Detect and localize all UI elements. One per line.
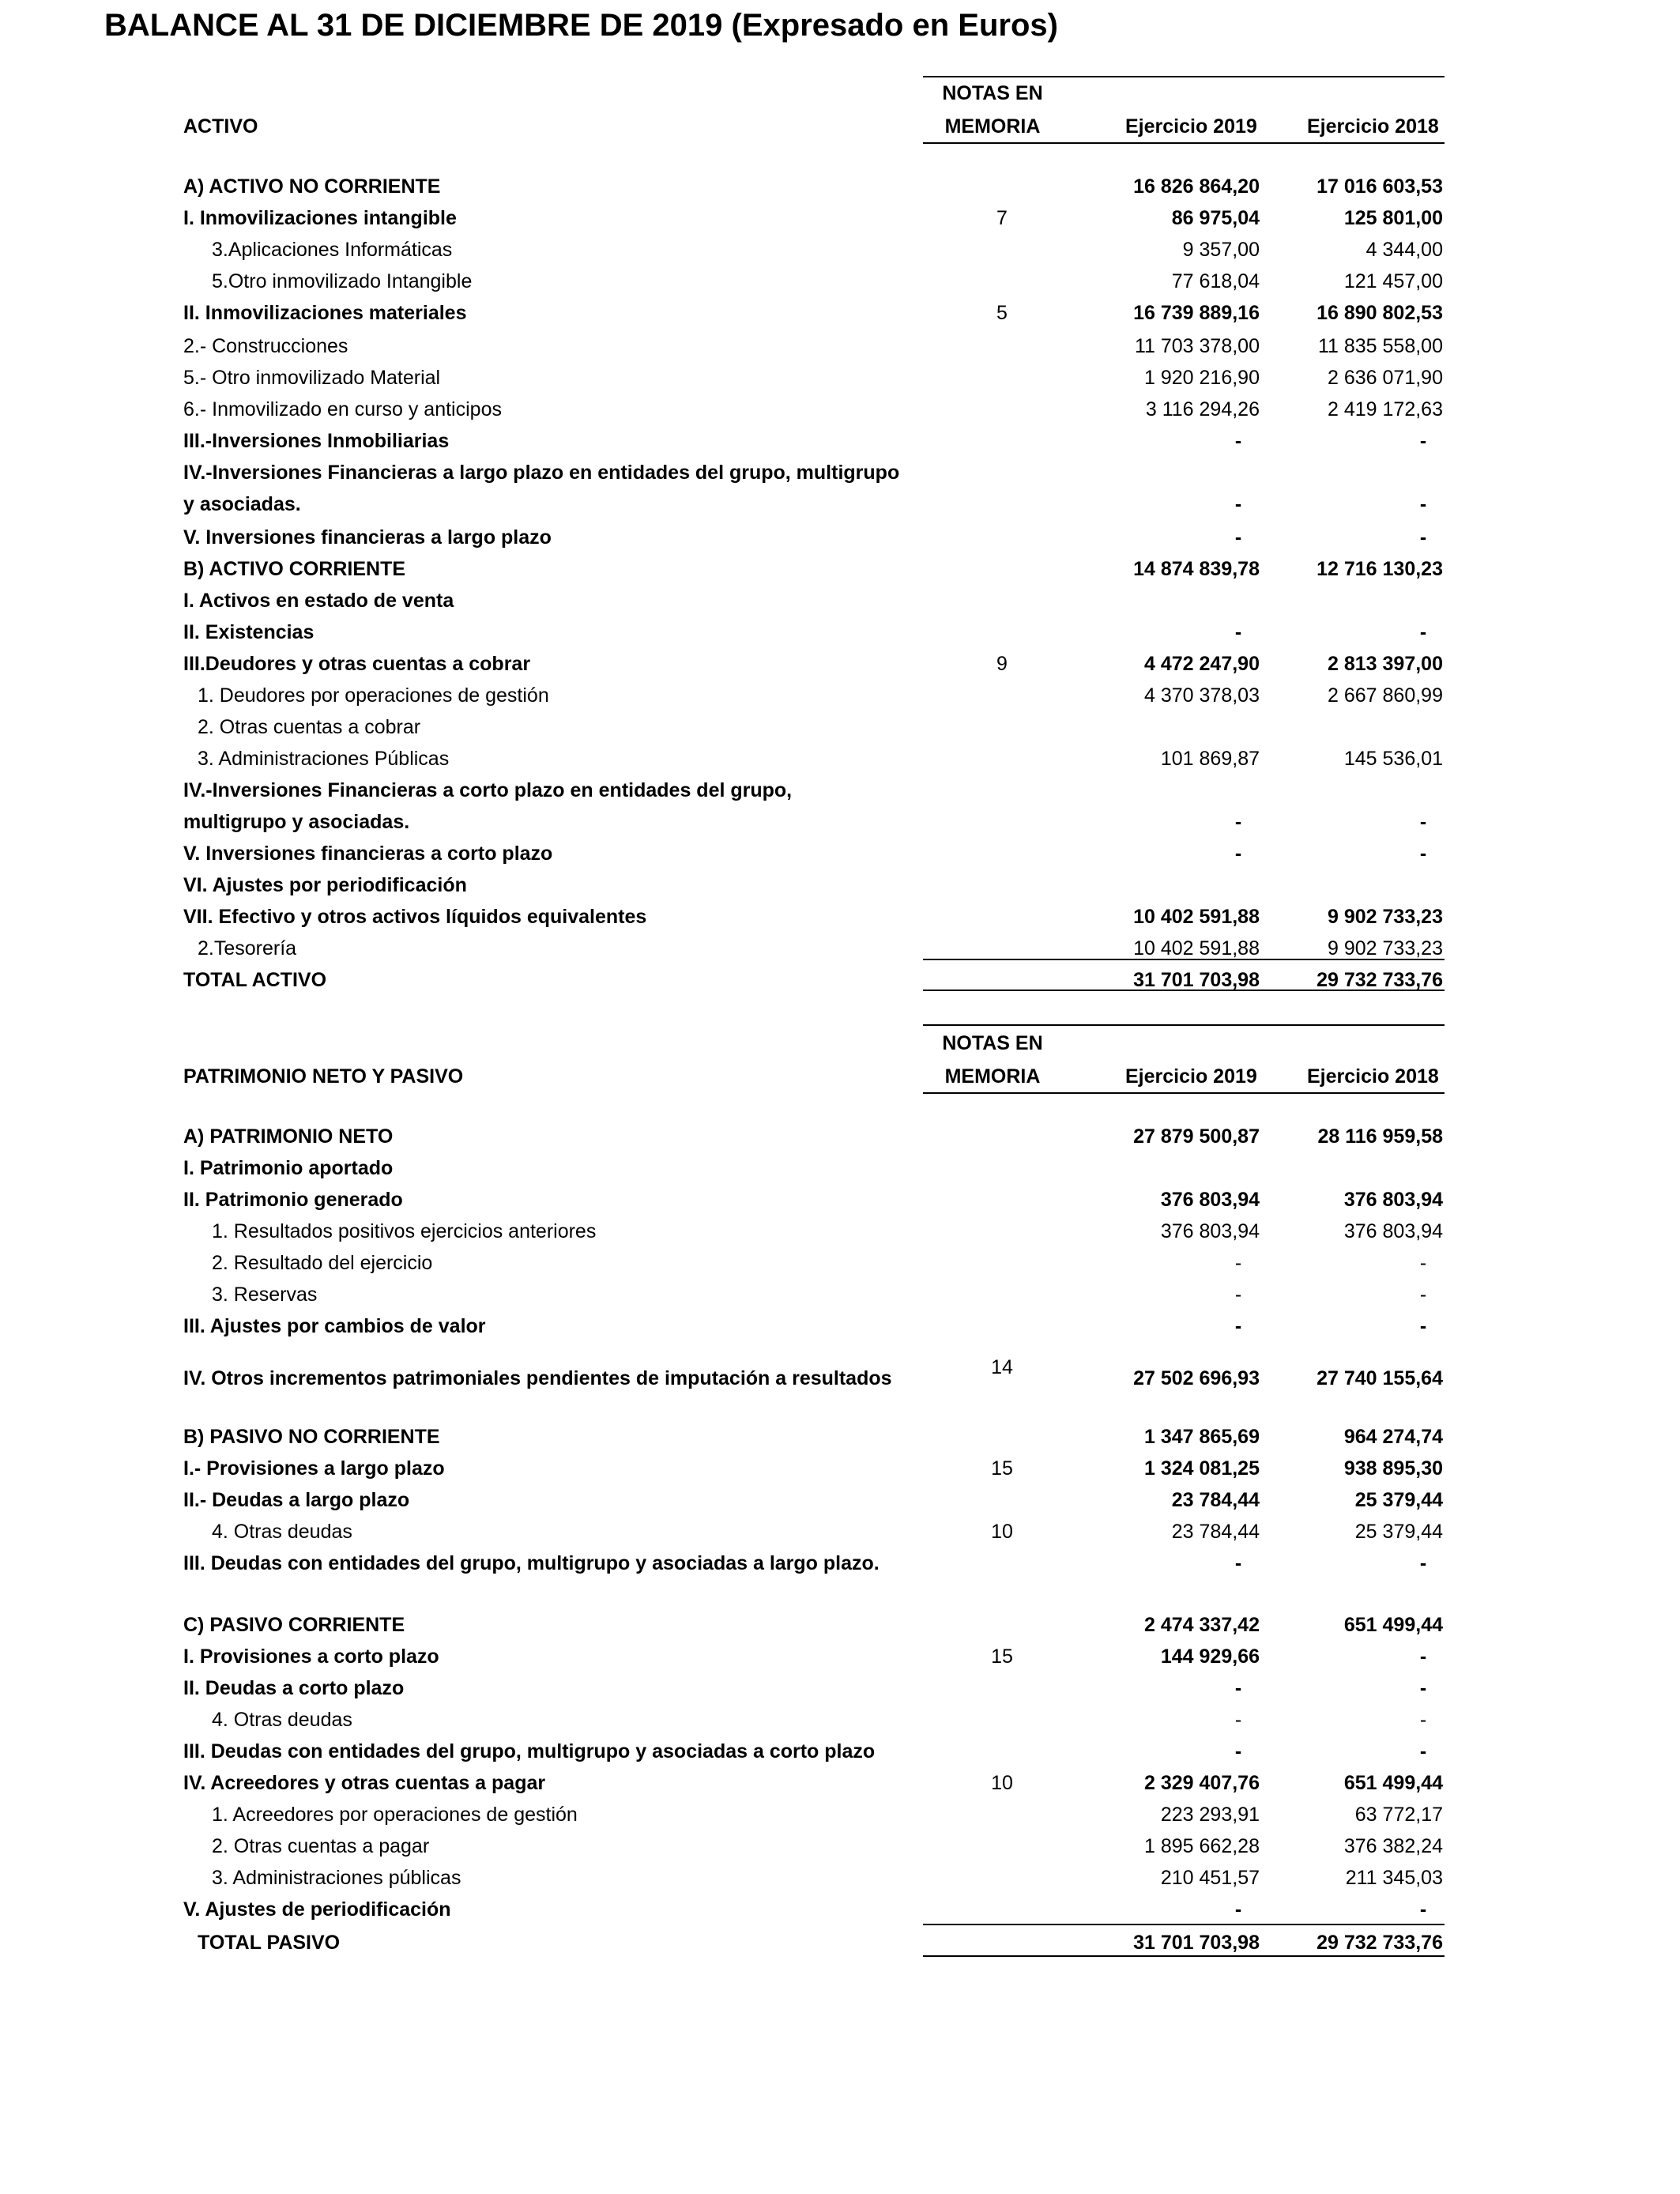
row-value-2019: 101 869,87 <box>1160 748 1260 770</box>
table-row <box>0 1489 1680 1521</box>
pasivo-header-bottom-rule <box>923 1092 1445 1094</box>
row-label: 2. Otras cuentas a pagar <box>212 1835 430 1857</box>
row-nota: 10 <box>991 1521 1013 1543</box>
table-row <box>0 779 1680 811</box>
total-activo-rule <box>923 990 1445 991</box>
row-label: 3. Administraciones públicas <box>212 1867 461 1889</box>
row-nota: 10 <box>991 1772 1013 1794</box>
row-value-2018: 2 667 860,99 <box>1328 684 1443 707</box>
row-value-2018: 964 274,74 <box>1343 1426 1443 1448</box>
row-nota: 15 <box>991 1646 1013 1668</box>
notas-header-line1: NOTAS EN <box>942 82 1043 104</box>
row-value-2018: 121 457,00 <box>1343 270 1443 292</box>
row-value-2018: 2 813 397,00 <box>1328 653 1443 675</box>
row-value-2019: 9 357,00 <box>1182 239 1260 261</box>
row-value-2019: - <box>1234 1677 1242 1699</box>
row-value-2018: - <box>1419 811 1427 833</box>
row-value-2018: 376 382,24 <box>1343 1835 1443 1857</box>
row-label: III. Deudas con entidades del grupo, multigrupo y asociadas a corto plazo <box>183 1740 876 1762</box>
row-value-2018: 651 499,44 <box>1343 1614 1443 1636</box>
row-label: III. Deudas con entidades del grupo, multigrupo y asociadas a largo plazo. <box>183 1552 880 1574</box>
row-label: A) ACTIVO NO CORRIENTE <box>183 175 441 198</box>
row-value-2019: 16 826 864,20 <box>1133 175 1260 198</box>
table-row <box>0 621 1680 653</box>
table-row <box>0 684 1680 716</box>
table-row <box>0 1804 1680 1835</box>
row-label: 1. Deudores por operaciones de gestión <box>198 684 549 707</box>
table-row <box>0 302 1680 334</box>
table-row <box>0 1189 1680 1220</box>
table-row <box>0 1772 1680 1804</box>
notas-header-line2: MEMORIA <box>944 115 1041 138</box>
row-value-2018: 11 835 558,00 <box>1317 335 1443 357</box>
row-value-2018: 125 801,00 <box>1343 207 1443 229</box>
row-label: 2. Resultado del ejercicio <box>212 1252 433 1274</box>
row-label: VII. Efectivo y otros activos líquidos equivalentes <box>183 906 647 928</box>
row-value-2019: 1 347 865,69 <box>1144 1426 1260 1448</box>
row-value-2018: - <box>1419 1552 1427 1574</box>
row-label: multigrupo y asociadas. <box>183 811 410 833</box>
row-value-2019: 27 502 696,93 <box>1133 1367 1260 1389</box>
row-value-2018: - <box>1419 1315 1427 1337</box>
row-value-2019: 144 929,66 <box>1160 1646 1260 1668</box>
row-label: V. Inversiones financieras a largo plazo <box>183 526 552 548</box>
row-label: I. Provisiones a corto plazo <box>183 1646 439 1668</box>
pasivo-col-2019-header: Ejercicio 2019 <box>1125 1065 1257 1088</box>
row-value-2019: - <box>1234 526 1242 548</box>
table-row <box>0 1835 1680 1867</box>
row-value-2019: - <box>1234 1284 1242 1306</box>
table-row <box>0 1252 1680 1284</box>
row-value-2018: - <box>1419 621 1427 643</box>
row-label: B) ACTIVO CORRIENTE <box>183 558 406 580</box>
row-value-2019: 16 739 889,16 <box>1133 302 1260 324</box>
table-row <box>0 462 1680 493</box>
row-value-2018: 28 116 959,58 <box>1317 1125 1443 1148</box>
row-value-2019: - <box>1234 1709 1242 1731</box>
pasivo-section-heading: PATRIMONIO NETO Y PASIVO <box>183 1065 464 1088</box>
row-label: y asociadas. <box>183 493 301 515</box>
row-value-2018: 12 716 130,23 <box>1317 558 1443 580</box>
row-label: IV.-Inversiones Financieras a largo plazo en entidades del grupo, multigrupo <box>183 462 900 484</box>
row-label: I. Activos en estado de venta <box>183 590 454 612</box>
row-value-2018: 63 772,17 <box>1354 1804 1443 1826</box>
row-value-2018: - <box>1419 1252 1427 1274</box>
row-value-2018: - <box>1419 1677 1427 1699</box>
row-value-2019: 11 703 378,00 <box>1134 335 1260 357</box>
row-value-2018: 9 902 733,23 <box>1328 937 1443 959</box>
row-value-2019: 3 116 294,26 <box>1145 398 1260 420</box>
row-value-2019: 86 975,04 <box>1171 207 1260 229</box>
table-row <box>0 430 1680 462</box>
table-row <box>0 1740 1680 1772</box>
row-value-2019: 23 784,44 <box>1171 1521 1260 1543</box>
pasivo-col-2018-header: Ejercicio 2018 <box>1307 1065 1439 1088</box>
row-value-2018: 25 379,44 <box>1354 1489 1443 1511</box>
col-2019-header: Ejercicio 2019 <box>1125 115 1257 138</box>
row-value-2018: 27 740 155,64 <box>1317 1367 1443 1389</box>
table-row <box>0 270 1680 302</box>
row-value-2019: 2 329 407,76 <box>1144 1772 1260 1794</box>
row-value-2018: 2 419 172,63 <box>1328 398 1443 420</box>
row-label: 5.Otro inmovilizado Intangible <box>212 270 473 292</box>
row-label: III.-Inversiones Inmobiliarias <box>183 430 450 452</box>
row-label: II. Inmovilizaciones materiales <box>183 302 467 324</box>
row-value-2018: 25 379,44 <box>1354 1521 1443 1543</box>
row-value-2018: 17 016 603,53 <box>1317 175 1443 198</box>
row-value-2019: - <box>1234 1252 1242 1274</box>
row-value-2019: 4 370 378,03 <box>1144 684 1260 707</box>
row-label: IV.-Inversiones Financieras a corto plazo en entidades del grupo, <box>183 779 793 801</box>
row-label: I. Inmovilizaciones intangible <box>183 207 457 229</box>
row-value-2018: 29 732 733,76 <box>1317 1932 1443 1954</box>
row-label: 5.- Otro inmovilizado Material <box>183 367 441 389</box>
table-row <box>0 1220 1680 1252</box>
row-value-2019: 10 402 591,88 <box>1133 937 1260 959</box>
row-value-2019: 2 474 337,42 <box>1144 1614 1260 1636</box>
total-pasivo-top-rule <box>923 1924 1445 1925</box>
table-row <box>0 1125 1680 1157</box>
table-row <box>0 590 1680 621</box>
table-row <box>0 1521 1680 1552</box>
row-label: 2. Otras cuentas a cobrar <box>198 716 421 738</box>
row-label: III. Ajustes por cambios de valor <box>183 1315 486 1337</box>
row-label: 4. Otras deudas <box>212 1521 352 1543</box>
row-value-2019: 23 784,44 <box>1171 1489 1260 1511</box>
table-row <box>0 526 1680 558</box>
row-value-2018: - <box>1419 430 1427 452</box>
row-value-2018: - <box>1419 1898 1427 1921</box>
row-label: II. Deudas a corto plazo <box>183 1677 405 1699</box>
row-value-2019: 27 879 500,87 <box>1133 1125 1260 1148</box>
row-value-2019: 4 472 247,90 <box>1144 653 1260 675</box>
row-label: III.Deudores y otras cuentas a cobrar <box>183 653 531 675</box>
row-value-2019: 10 402 591,88 <box>1133 906 1260 928</box>
row-value-2018: 2 636 071,90 <box>1328 367 1443 389</box>
row-label: 2.Tesorería <box>198 937 297 959</box>
row-label: TOTAL ACTIVO <box>183 969 327 991</box>
table-row <box>0 811 1680 843</box>
row-label: 1. Resultados positivos ejercicios anteriores <box>212 1220 597 1242</box>
col-2018-header: Ejercicio 2018 <box>1307 115 1439 138</box>
row-value-2018: 376 803,94 <box>1343 1189 1443 1211</box>
row-value-2019: 14 874 839,78 <box>1133 558 1260 580</box>
table-row <box>0 843 1680 874</box>
row-label: IV. Acreedores y otras cuentas a pagar <box>183 1772 546 1794</box>
table-row <box>0 335 1680 367</box>
row-label: 4. Otras deudas <box>212 1709 352 1731</box>
row-value-2019: - <box>1234 621 1242 643</box>
row-value-2019: 31 701 703,98 <box>1133 1932 1260 1954</box>
row-value-2018: 211 345,03 <box>1345 1867 1443 1889</box>
row-label: 6.- Inmovilizado en curso y anticipos <box>183 398 502 420</box>
row-value-2018: 29 732 733,76 <box>1317 969 1443 991</box>
row-label: B) PASIVO NO CORRIENTE <box>183 1426 440 1448</box>
table-row <box>0 1709 1680 1740</box>
row-value-2019: 1 920 216,90 <box>1144 367 1260 389</box>
row-value-2019: 376 803,94 <box>1160 1220 1260 1242</box>
row-label: 2.- Construcciones <box>183 335 348 357</box>
row-label: TOTAL PASIVO <box>198 1932 341 1954</box>
row-value-2019: - <box>1234 430 1242 452</box>
pasivo-header-top-rule <box>923 1024 1445 1026</box>
row-value-2019: 1 324 081,25 <box>1144 1457 1260 1480</box>
table-row <box>0 1614 1680 1646</box>
row-value-2018: - <box>1419 1646 1427 1668</box>
table-row <box>0 207 1680 239</box>
activo-section-heading: ACTIVO <box>183 115 258 138</box>
table-row <box>0 1677 1680 1709</box>
row-value-2018: 145 536,01 <box>1343 748 1443 770</box>
table-row <box>0 1457 1680 1489</box>
row-value-2019: 210 451,57 <box>1160 1867 1260 1889</box>
row-value-2019: - <box>1234 843 1242 865</box>
table-row <box>0 1315 1680 1347</box>
row-label: II. Existencias <box>183 621 315 643</box>
table-row <box>0 239 1680 270</box>
row-value-2018: - <box>1419 1740 1427 1762</box>
row-value-2018: 9 902 733,23 <box>1328 906 1443 928</box>
table-row <box>0 874 1680 906</box>
row-value-2018: 376 803,94 <box>1343 1220 1443 1242</box>
row-value-2019: - <box>1234 1740 1242 1762</box>
row-label: C) PASIVO CORRIENTE <box>183 1614 405 1636</box>
row-label: 3. Administraciones Públicas <box>198 748 450 770</box>
table-row <box>0 1646 1680 1677</box>
row-label: 1. Acreedores por operaciones de gestión <box>212 1804 578 1826</box>
table-row <box>0 1157 1680 1189</box>
table-row <box>0 1284 1680 1315</box>
table-row <box>0 1356 1680 1399</box>
table-row <box>0 937 1680 969</box>
table-row <box>0 906 1680 937</box>
row-value-2018: 4 344,00 <box>1365 239 1443 261</box>
row-value-2018: - <box>1419 1284 1427 1306</box>
row-label: 3.Aplicaciones Informáticas <box>212 239 453 261</box>
header-top-rule <box>923 76 1445 77</box>
row-value-2018: - <box>1419 1709 1427 1731</box>
row-value-2019: - <box>1234 811 1242 833</box>
table-row <box>0 748 1680 779</box>
row-value-2018: 16 890 802,53 <box>1317 302 1443 324</box>
row-value-2019: 31 701 703,98 <box>1133 969 1260 991</box>
table-row <box>0 1932 1680 1963</box>
table-row <box>0 969 1680 1001</box>
row-value-2018: - <box>1419 526 1427 548</box>
row-label: VI. Ajustes por periodificación <box>183 874 467 896</box>
table-row <box>0 1867 1680 1898</box>
row-nota: 7 <box>996 207 1008 229</box>
row-label: V. Ajustes de periodificación <box>183 1898 451 1921</box>
page-title: BALANCE AL 31 DE DICIEMBRE DE 2019 (Expresado en Euros) <box>104 8 1058 43</box>
table-row <box>0 716 1680 748</box>
row-value-2019: 1 895 662,28 <box>1144 1835 1260 1857</box>
row-value-2018: - <box>1419 493 1427 515</box>
total-pasivo-bottom-rule <box>923 1955 1445 1957</box>
row-label: V. Inversiones financieras a corto plazo <box>183 843 553 865</box>
row-value-2018: 651 499,44 <box>1343 1772 1443 1794</box>
row-value-2019: 376 803,94 <box>1160 1189 1260 1211</box>
table-row <box>0 653 1680 684</box>
row-nota: 15 <box>991 1457 1013 1480</box>
row-label: 3. Reservas <box>212 1284 318 1306</box>
table-row <box>0 493 1680 525</box>
row-value-2019: - <box>1234 493 1242 515</box>
row-value-2019: 223 293,91 <box>1160 1804 1260 1826</box>
row-nota: 14 <box>991 1356 1013 1378</box>
row-label: I.- Provisiones a largo plazo <box>183 1457 445 1480</box>
row-label: II. Patrimonio generado <box>183 1189 403 1211</box>
table-row <box>0 1552 1680 1584</box>
row-value-2019: - <box>1234 1315 1242 1337</box>
pasivo-notas-header-line2: MEMORIA <box>944 1065 1041 1088</box>
row-label: I. Patrimonio aportado <box>183 1157 394 1179</box>
row-value-2018: - <box>1419 843 1427 865</box>
table-row <box>0 175 1680 207</box>
row-value-2019: 77 618,04 <box>1171 270 1260 292</box>
table-row <box>0 398 1680 430</box>
row-label: IV. Otros incrementos patrimoniales pendientes de imputación a resultados <box>183 1367 892 1389</box>
tesoreria-rule <box>923 959 1445 960</box>
row-nota: 5 <box>996 302 1008 324</box>
pasivo-notas-header-line1: NOTAS EN <box>942 1032 1043 1054</box>
row-value-2019: - <box>1234 1552 1242 1574</box>
table-row <box>0 367 1680 398</box>
table-row <box>0 558 1680 590</box>
row-nota: 9 <box>996 653 1008 675</box>
table-row <box>0 1426 1680 1457</box>
header-bottom-rule <box>923 142 1445 144</box>
row-label: A) PATRIMONIO NETO <box>183 1125 394 1148</box>
row-label: II.- Deudas a largo plazo <box>183 1489 410 1511</box>
table-row <box>0 1898 1680 1930</box>
row-value-2018: 938 895,30 <box>1343 1457 1443 1480</box>
row-value-2019: - <box>1234 1898 1242 1921</box>
